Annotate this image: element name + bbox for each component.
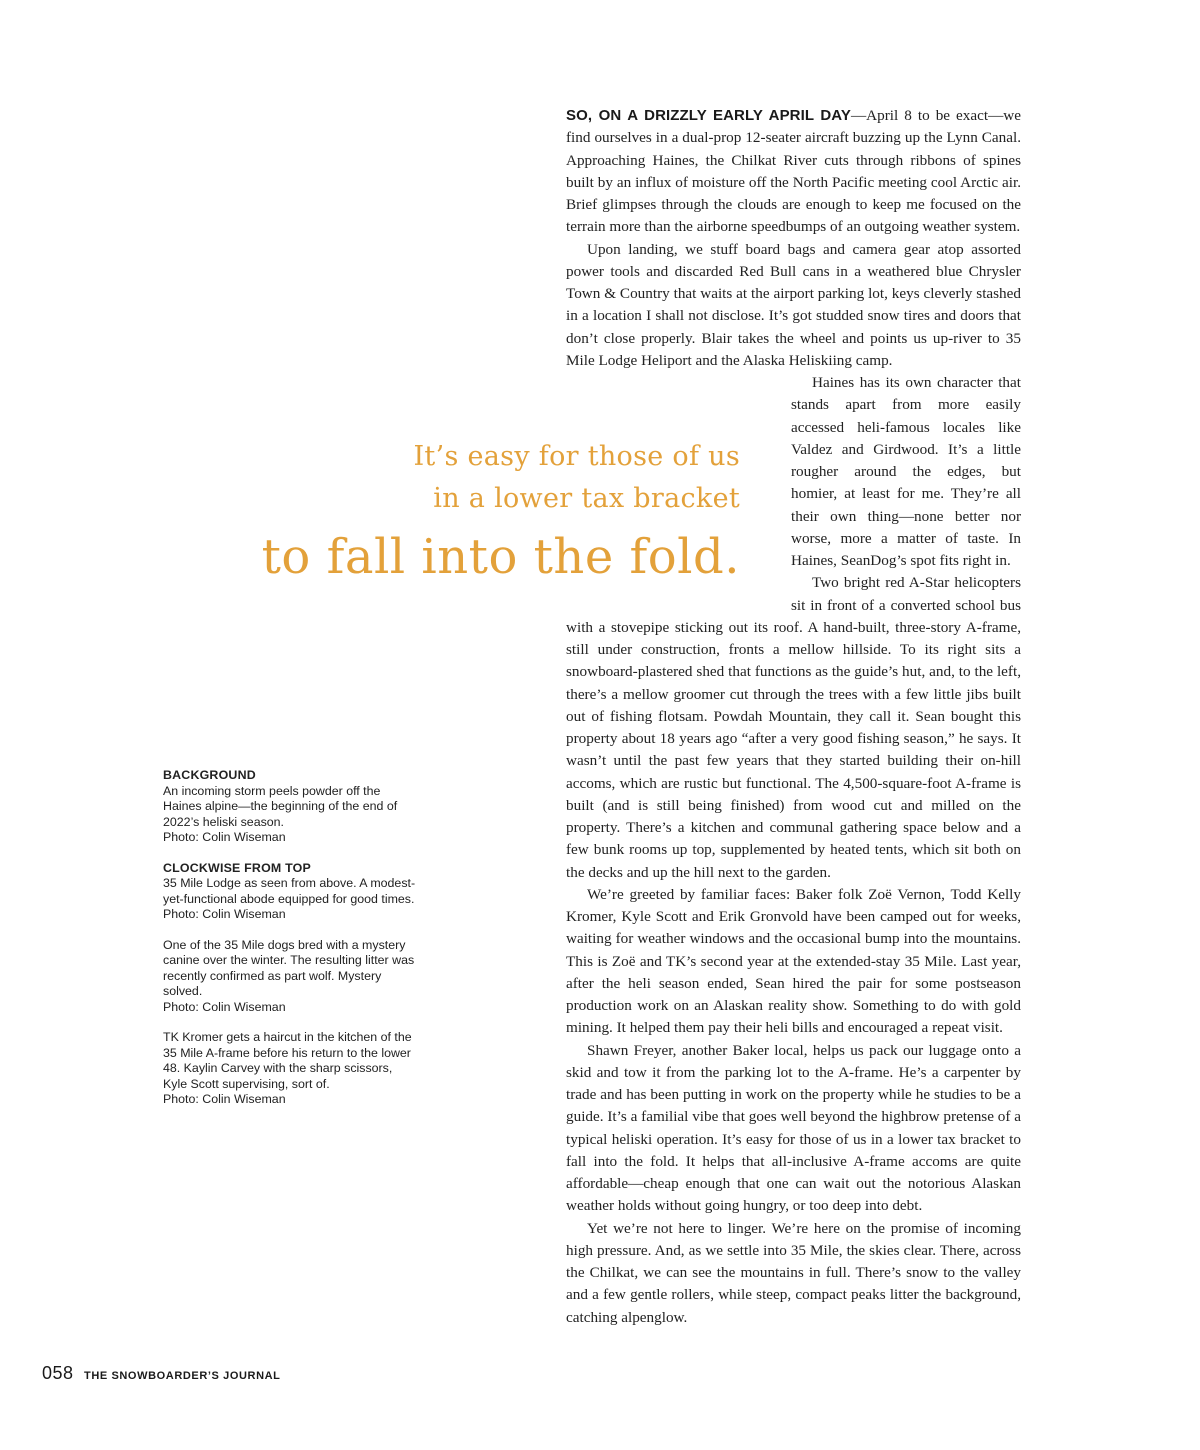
- article-paragraph-text: —April 8 to be exact—we find ourselves in a dual-prop 12-seater aircraft buzzing up the Lynn Canal. Approaching Haines, the Chilkat River cuts through ribbons of spines built by an influx of moisture off the North Pacific meeting cool Arctic air. Brief glimpses through the clouds are enough to keep me focused on the terrain more than the airborne speedbumps of an outgoing weather system.: [566, 107, 1021, 236]
- photo-credit: Photo: Colin Wiseman: [163, 830, 286, 844]
- pull-quote-line: in a lower tax bracket: [433, 483, 740, 514]
- caption-text: 35 Mile Lodge as seen from above. A modest-yet-functional abode equipped for good times.: [163, 876, 416, 906]
- pull-quote-emphasis: to fall into the fold.: [261, 529, 740, 585]
- photo-credit: Photo: Colin Wiseman: [163, 1092, 286, 1106]
- article-body: [566, 105, 1021, 1329]
- caption-background: [163, 768, 418, 846]
- caption-item: [163, 876, 418, 923]
- caption-item: [163, 1030, 418, 1108]
- article-lead-in: SO, ON A DRIZZLY EARLY APRIL DAY: [566, 107, 851, 124]
- caption-heading: BACKGROUND: [163, 768, 256, 782]
- page-number: 058: [42, 1363, 74, 1383]
- photo-credit: Photo: Colin Wiseman: [163, 907, 286, 921]
- article-paragraph: Yet we’re not here to linger. We’re here on the promise of incoming high pressure. And, as we settle into 35 Mile, the skies clear. There, across the Chilkat, we can see the mountains in full. There’s snow to the valley and a few gentle rollers, while steep, compact peaks litter the background, catching alpenglow.: [566, 1219, 1021, 1326]
- photo-captions: [163, 768, 418, 1123]
- article-paragraph: We’re greeted by familiar faces: Baker folk Zoë Vernon, Todd Kelly Kromer, Kyle Scott and Erik Gronvold have been camped out for weeks, waiting for weather windows and the occasional bump into the mountains. This is Zoë and TK’s second year at the extended-stay 35 Mile. Last year, after the heli season ended, Sean hired the pair for some postseason production work on an Alaskan reality show. Something to do with gold mining. It helped them pay their heli bills and encouraged a repeat visit.: [566, 885, 1021, 1037]
- article-paragraph: Haines has its own character that stands apart from more easily accessed heli-famous locales like Valdez and Girdwood. It’s a little rougher around the edges, but homier, at least for me. They’re all their own thing—none better nor worse, more a matter of taste. In Haines, SeanDog’s spot fits right in.: [791, 374, 1021, 569]
- page-folio: [42, 1363, 281, 1384]
- caption-text: An incoming storm peels powder off the Haines alpine—the beginning of the end of 2022’s heliski season.: [163, 783, 398, 829]
- article-paragraph: Upon landing, we stuff board bags and camera gear atop assorted power tools and discarded Red Bull cans in a weathered blue Chrysler Town & Country that waits at the airport parking lot, keys cleverly stashed in a location I shall not disclose. It’s got studded snow tires and doors that don’t close properly. Blair takes the wheel and points us up-river to 35 Mile Lodge Heliport and the Alaska Heliskiing camp.: [566, 240, 1021, 369]
- caption-item: [163, 938, 418, 1016]
- caption-clockwise: [163, 861, 418, 1108]
- caption-text: TK Kromer gets a haircut in the kitchen of the 35 Mile A-frame before his return to the lower 48. Kaylin Carvey with the sharp scissors, Kyle Scott supervising, sort of.: [163, 1030, 412, 1091]
- pull-quote: [180, 436, 740, 586]
- article-paragraph: Shawn Freyer, another Baker local, helps us pack our luggage onto a skid and tow it from the parking lot to the A-frame. He’s a carpenter by trade and has been putting in work on the property while he studies to be a guide. It’s a familial vibe that goes well beyond the highbrow pretense of a typical heliski operation. It’s easy for those of us in a lower tax bracket to fall into the fold. It helps that all-inclusive A-frame accoms are quite affordable—cheap enough that one can wait out the notorious Alaskan weather holds without going hungry, or too deep into debt.: [566, 1041, 1021, 1215]
- publication-name: THE SNOWBOARDER’S JOURNAL: [84, 1370, 281, 1382]
- article-paragraph: [566, 105, 1021, 239]
- pull-quote-line: It’s easy for those of us: [413, 441, 740, 472]
- photo-credit: Photo: Colin Wiseman: [163, 999, 286, 1014]
- caption-heading: CLOCKWISE FROM TOP: [163, 860, 311, 875]
- caption-text: One of the 35 Mile dogs bred with a mystery canine over the winter. The resulting litter was recently confirmed as part wolf. Mystery solved.: [163, 937, 415, 998]
- article-paragraph: Two bright red A-Star helicopters sit in front of a converted school bus with a stovepipe sticking out its roof. A hand-built, three-story A-frame, still under construction, fronts a mellow hillside. To its right sits a snowboard-plastered shed that functions as the guide’s hut, and, to the left, there’s a mellow groomer cut through the trees with a few little jibs built out of fishing flotsam. Powdah Mountain, they call it. Sean bought this property about 18 years ago “after a very good fishing season,” he says. It wasn’t until the past few years that they started building their on-hill accoms, which are rustic but functional. The 4,500-square-foot A-frame is built (and is still being finished) from wood cut and milled on the property. There’s a kitchen and communal gathering space below and a few bunk rooms up top, supplemented by heated tents, which sit both on the decks and up the hill next to the garden.: [566, 574, 1021, 881]
